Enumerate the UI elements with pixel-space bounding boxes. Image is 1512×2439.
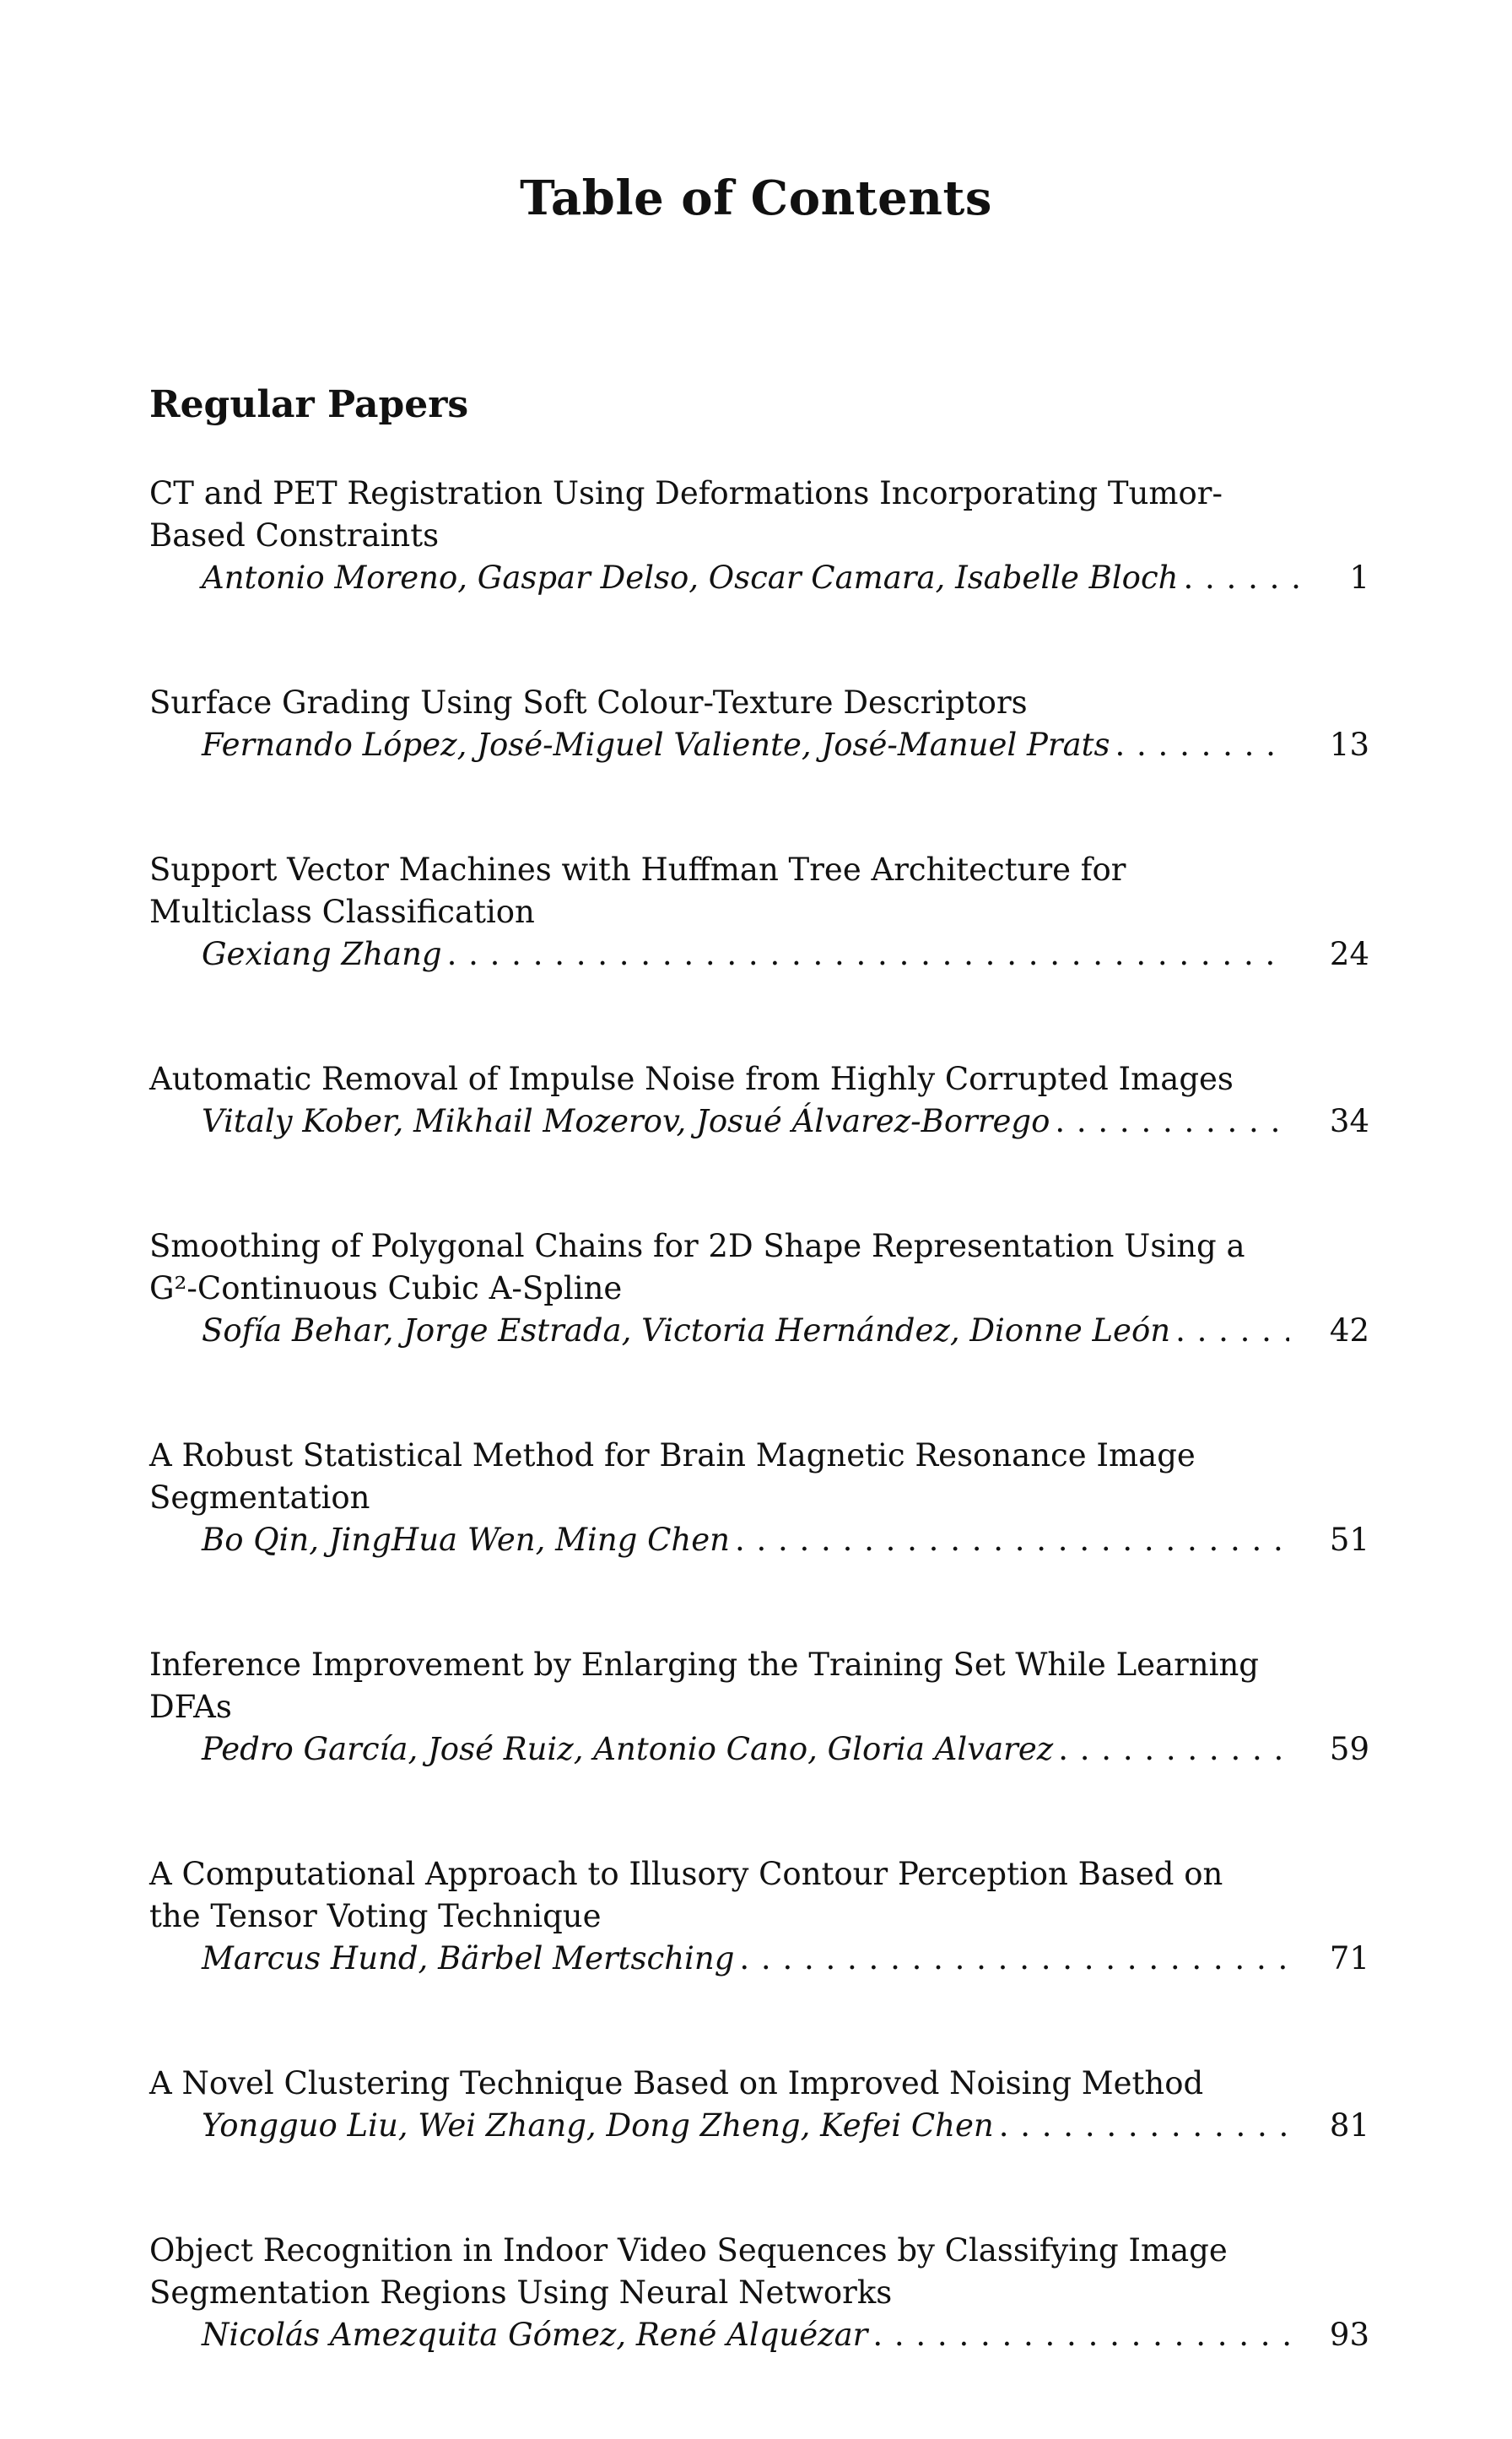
entry-title: A Robust Statistical Method for Brain Magnetic Resonance Image Segmentation [149,1437,1196,1516]
entry-title: Object Recognition in Indoor Video Sequences by Classifying Image Segmentation Regions Using Neural Networks [149,2232,1228,2311]
entry-page-number: 1 [1349,560,1369,596]
entry-title: CT and PET Registration Using Deformations Incorporating Tumor-Based Constraints [149,475,1223,554]
entry-page-number: 93 [1329,2317,1369,2353]
dot-leader [1055,1101,1289,1143]
entry-page-number: 24 [1329,936,1369,972]
toc-entry[interactable] [149,682,1369,766]
toc-entry[interactable] [149,473,1369,599]
toc-entry[interactable] [149,1058,1369,1143]
dot-leader [1184,557,1310,599]
entry-page-number: 34 [1329,1103,1369,1139]
dot-leader [735,1519,1289,1561]
dot-leader [447,933,1289,976]
dot-leader [1175,1310,1289,1352]
entry-page-number: 13 [1329,727,1369,763]
entry-page-number: 81 [1329,2107,1369,2144]
dot-leader [1058,1728,1289,1771]
entry-page-number: 42 [1329,1312,1369,1349]
toc-entry[interactable] [149,1225,1369,1352]
section-heading: Regular Papers [149,383,469,426]
dot-leader [739,1938,1289,1980]
toc-entry[interactable] [149,1853,1369,1980]
entry-authors: Fernando López, José-Miguel Valiente, José-Manuel Prats [202,727,1110,763]
dot-leader [1115,724,1289,766]
entry-authors: Yongguo Liu, Wei Zhang, Dong Zheng, Kefei Chen [202,2107,994,2144]
entry-authors: Sofía Behar, Jorge Estrada, Victoria Hernández, Dionne León [202,1312,1171,1349]
entry-authors: Gexiang Zhang [202,936,442,972]
entry-page-number: 51 [1329,1522,1369,1558]
entry-authors: Marcus Hund, Bärbel Mertsching [202,1940,735,1977]
entry-title: Support Vector Machines with Huffman Tree Architecture for Multiclass Classification [149,852,1126,930]
entry-title: Surface Grading Using Soft Colour-Texture Descriptors [149,684,1028,721]
entry-authors: Antonio Moreno, Gaspar Delso, Oscar Camara, Isabelle Bloch [202,560,1179,596]
toc-entry[interactable] [149,849,1369,976]
entry-authors: Bo Qin, JingHua Wen, Ming Chen [202,1522,730,1558]
entry-title: Automatic Removal of Impulse Noise from Highly Corrupted Images [149,1061,1234,1097]
toc-entry[interactable] [149,1644,1369,1771]
toc-entry[interactable] [149,2230,1369,2356]
entry-page-number: 71 [1329,1940,1369,1977]
entry-authors: Nicolás Amezquita Gómez, René Alquézar [202,2317,868,2353]
dot-leader [999,2105,1289,2147]
toc-entry[interactable] [149,1435,1369,1561]
entry-page-number: 59 [1329,1731,1369,1767]
toc-entries [149,473,1369,2439]
entry-title: Inference Improvement by Enlarging the Training Set While Learning DFAs [149,1647,1259,1725]
entry-title: A Computational Approach to Illusory Contour Perception Based on the Tensor Voting Technique [149,1856,1223,1934]
entry-title: A Novel Clustering Technique Based on Improved Noising Method [149,2065,1204,2101]
toc-entry[interactable] [149,2063,1369,2147]
entry-authors: Vitaly Kober, Mikhail Mozerov, Josué Álvarez-Borrego [202,1103,1050,1139]
page-title: Table of Contents [520,170,992,226]
entry-authors: Pedro García, José Ruiz, Antonio Cano, Gloria Alvarez [202,1731,1054,1767]
entry-title: Smoothing of Polygonal Chains for 2D Shape Representation Using a G²-Continuous Cubic A-Spline [149,1228,1245,1306]
